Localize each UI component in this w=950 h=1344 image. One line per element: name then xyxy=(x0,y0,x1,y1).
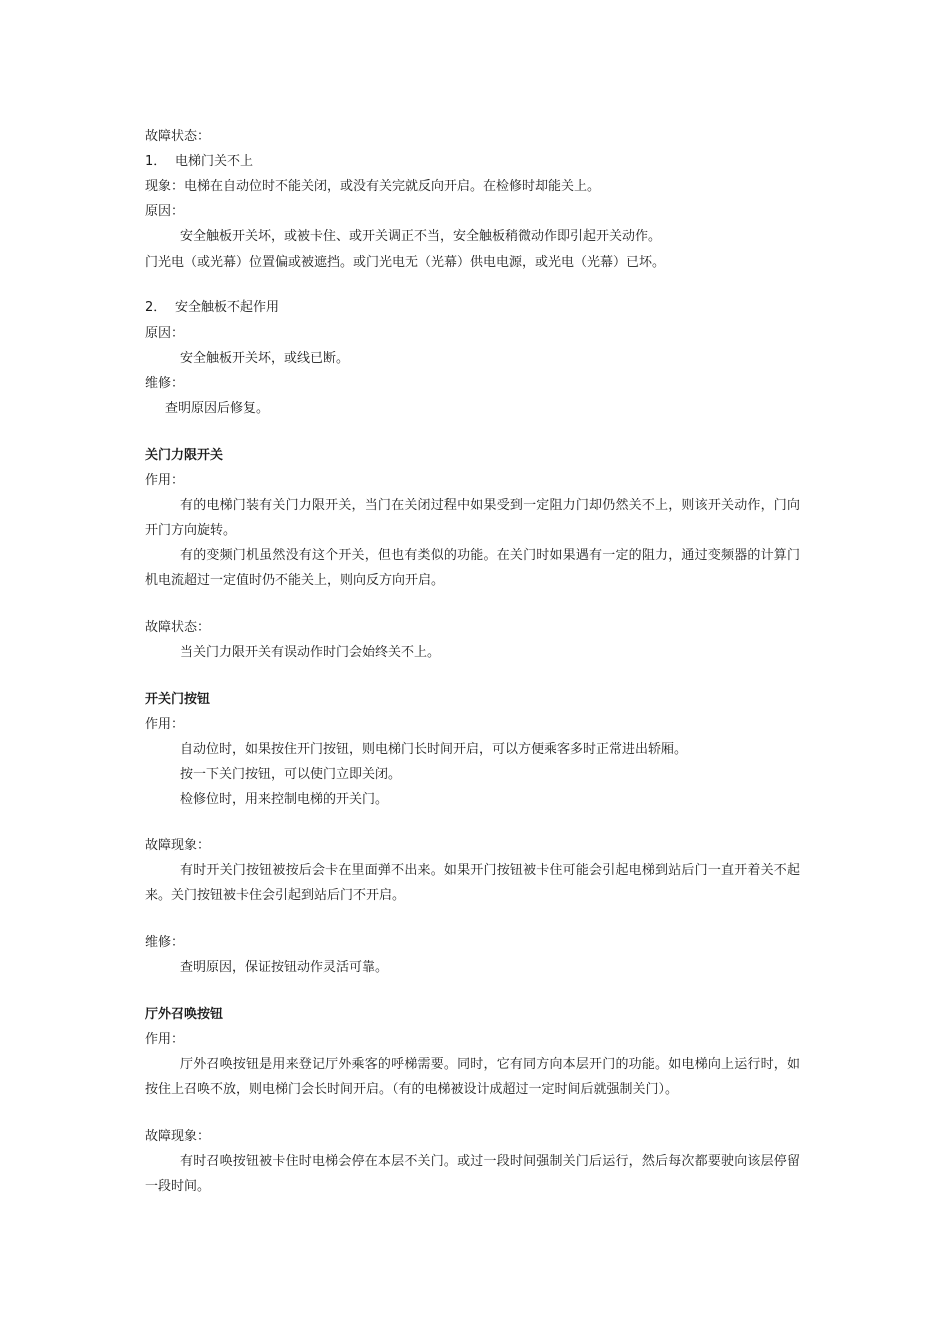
fault-status-label: 故障状态： xyxy=(145,129,211,144)
function-label: 作用： xyxy=(145,473,185,488)
fault-symptom-label: 故障现象： xyxy=(145,838,211,853)
fault-symptom-label: 故障现象： xyxy=(145,1129,211,1144)
section-heading-hall-call-buttons: 厅外召唤按钮 xyxy=(145,1007,224,1022)
item-1-heading xyxy=(145,153,253,171)
cause-text: 安全触板开关坏，或被卡住、或开关调正不当，安全触板稍微动作即引起开关动作。 xyxy=(180,229,662,244)
cause-text-2: 门光电（或光幕）位置偏或被遮挡。或门光电无（光幕）供电电源，或光电（光幕）已坏。 xyxy=(145,255,666,270)
paragraph: 有时开关门按钮被按后会卡在里面弹不出来。如果开门按钮被卡住可能会引起电梯到站后门一直开着关不起来。关门按钮被卡住会引起到站后门不开启。 xyxy=(145,863,800,903)
function-text: 按一下关门按钮，可以使门立即关闭。 xyxy=(180,767,402,782)
fault-status-label: 故障状态： xyxy=(145,620,211,635)
section-heading-door-force-limit: 关门力限开关 xyxy=(145,448,224,463)
cause-label: 原因： xyxy=(145,326,185,341)
symptom-line: 现象：电梯在自动位时不能关闭，或没有关完就反向开启。在检修时却能关上。 xyxy=(145,179,601,194)
cause-label: 原因： xyxy=(145,204,185,219)
item-title: 安全触板不起作用 xyxy=(175,300,280,315)
repair-text: 查明原因后修复。 xyxy=(165,401,270,416)
paragraph: 有时召唤按钮被卡住时电梯会停在本层不关门。或过一段时间强制关门后运行，然后每次都要驶向该层停留一段时间。 xyxy=(145,1154,800,1194)
function-label: 作用： xyxy=(145,717,185,732)
function-label: 作用： xyxy=(145,1032,185,1047)
fault-status-text: 当关门力限开关有误动作时门会始终关不上。 xyxy=(180,645,441,660)
item-number: 2． xyxy=(145,300,167,315)
repair-label: 维修： xyxy=(145,376,185,391)
cause-text: 安全触板开关坏，或线已断。 xyxy=(180,351,350,366)
repair-text: 查明原因，保证按钮动作灵活可靠。 xyxy=(180,960,389,975)
repair-label: 维修： xyxy=(145,935,185,950)
function-text: 检修位时，用来控制电梯的开关门。 xyxy=(180,792,389,807)
section-heading-door-buttons: 开关门按钮 xyxy=(145,692,211,707)
paragraph: 有的电梯门装有关门力限开关，当门在关闭过程中如果受到一定阻力门却仍然关不上，则该开关动作，门向开门方向旋转。 xyxy=(145,498,800,538)
function-text: 自动位时，如果按住开门按钮，则电梯门长时间开启，可以方便乘客多时正常进出轿厢。 xyxy=(180,742,688,757)
paragraph: 有的变频门机虽然没有这个开关，但也有类似的功能。在关门时如果遇有一定的阻力，通过变频器的计算门机电流超过一定值时仍不能关上，则向反方向开启。 xyxy=(145,548,800,588)
item-number: 1． xyxy=(145,154,167,169)
item-title: 电梯门关不上 xyxy=(175,154,254,169)
item-2-heading xyxy=(145,299,279,317)
paragraph: 厅外召唤按钮是用来登记厅外乘客的呼梯需要。同时，它有同方向本层开门的功能。如电梯向上运行时，如按住上召唤不放，则电梯门会长时间开启。（有的电梯被设计成超过一定时间后就强制关门）。 xyxy=(145,1057,800,1097)
